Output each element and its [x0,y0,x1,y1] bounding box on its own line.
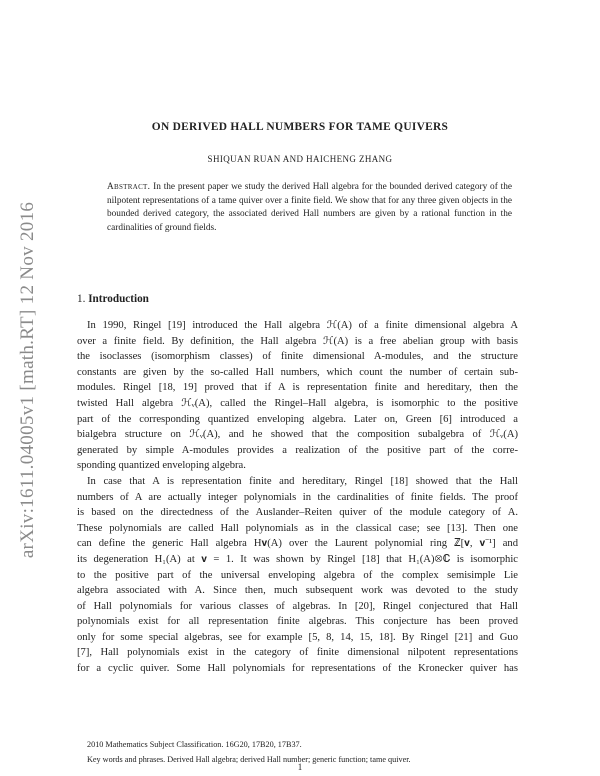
text-line: part of the corresponding quantized enveloping algebra. Later on, Green [6] introduced a [77,413,518,425]
arxiv-identifier-text: arXiv:1611.04005v1 [math.RT] 12 Nov 2016 [17,201,38,559]
text-line: its degeneration H₁(A) at 𝐯 = 1. It was shown by Ringel [18] that H₁(A)⊗ℂ is isomorphic [77,553,518,565]
text-line: is based on the directedness of the Auslander–Reiten quiver of the module category of A. [77,507,518,519]
text-line: [7], Hall polynomials exist in the category of finite dimensional nilpotent representations [77,647,518,659]
section-number: 1. [77,293,86,305]
text-line: sponding quantized enveloping algebra. [77,460,246,472]
paper-authors: SHIQUAN RUAN AND HAICHENG ZHANG [207,154,393,164]
text-line: of Hall polynomials for various classes of algebras. In [20], Ringel conjectured that Hall [77,600,518,612]
text-line: constants are given by the so-called Hall numbers, which count the number of certain sub- [77,366,518,378]
paragraph [77,474,518,677]
text-line: can define the generic Hall algebra H𝐯(A) over the Laurent polynomial ring ℤ[𝐯, 𝐯⁻¹] and [77,538,518,550]
page-number: 1 [297,762,303,772]
footnote-keywords: Key words and phrases. Derived Hall algebra; derived Hall number; generic function; tame quiver. [87,755,411,764]
paragraph [77,318,518,474]
text-line: These polynomials are called Hall polynomials as in the classical case; see [13]. Then one [77,522,518,534]
text-line: only for some special algebras, see for example [5, 8, 14, 15, 18]. By Ringel [21] and Guo [77,631,518,643]
text-line: generated by simple A-modules provides a realization of the positive part of the corre- [77,444,518,456]
text-line: In 1990, Ringel [19] introduced the Hall algebra ℋ(A) of a finite dimensional algebra A [87,320,518,331]
section-title: Introduction [88,293,149,305]
text-line: to the positive part of the universal enveloping algebra of the complex semisimple Lie [77,569,518,581]
text-line: polynomials exist for all representation finite algebras. This conjecture has been proved [77,616,518,628]
abstract-block [107,181,512,235]
text-line: over a finite field. By definition, the Hall algebra ℋ(A) is a free abelian group with basis [77,335,518,347]
abstract-text: In the present paper we study the derived Hall algebra for the bounded derived category of the nilpotent representations of a tame quiver over a finite field. We show that for any three given objects in the bounded derived category, the associated derived Hall numbers are given by a rational function in the cardinalities of ground fields. [107,182,513,233]
section-heading [77,293,149,305]
introduction-body [77,318,518,677]
text-line: bialgebra structure on ℋᵥ(A), and he showed that the composition subalgebra of ℋᵥ(A) [77,429,518,441]
text-line: modules. Ringel [18, 19] proved that if A is representation finite and hereditary, then the [77,382,518,394]
abstract-label: Abstract. [107,182,151,192]
paper-title: ON DERIVED HALL NUMBERS FOR TAME QUIVERS [151,121,449,133]
footnote-msc: 2010 Mathematics Subject Classification. 16G20, 17B20, 17B37. [87,740,302,749]
text-line: algebra associated with A. Since then, much subsequent work was devoted to the study [77,585,518,597]
text-line: for a cyclic quiver. Some Hall polynomials for representations of the Kronecker quiver has [77,663,518,675]
text-line: In case that A is representation finite and hereditary, Ringel [18] showed that the Hall [87,475,518,487]
text-line: the isoclasses (isomorphism classes) of finite dimensional A-modules, and the structure [77,351,518,363]
text-line: twisted Hall algebra ℋᵥ(A), called the Ringel–Hall algebra, is isomorphic to the positive [77,397,518,409]
arxiv-identifier-stamp [8,170,48,590]
text-line: numbers of A are actually integer polynomials in the cardinalities of finite fields. The proof [77,491,518,503]
